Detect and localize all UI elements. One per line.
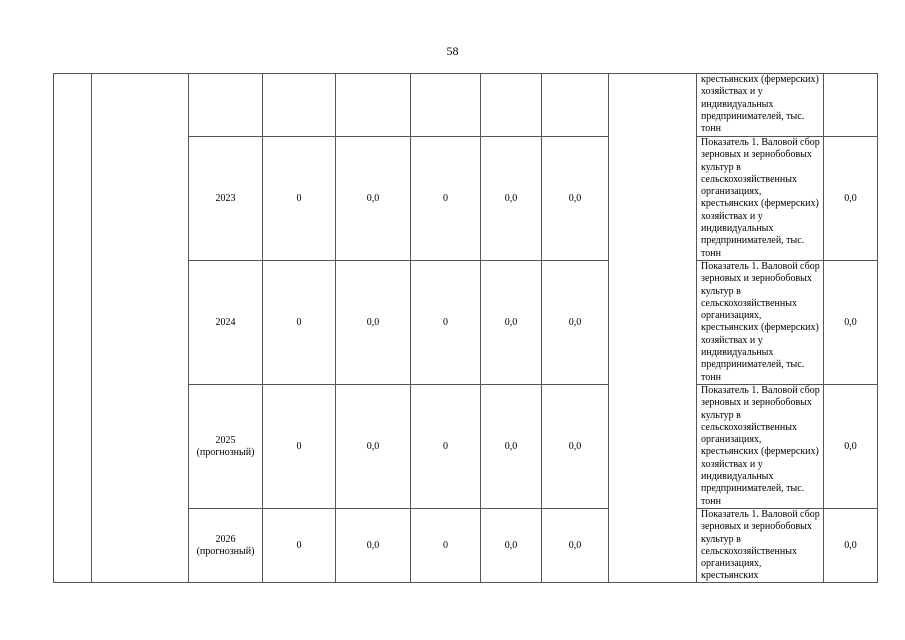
target-cell: 0,0 bbox=[824, 385, 878, 509]
value-cell: 0,0 bbox=[542, 509, 609, 583]
year-cell bbox=[189, 261, 263, 385]
merged-cell-executor bbox=[609, 74, 697, 583]
indicator-text: Показатель 1. Валовой сбор зерновых и зернобобовых культур в сельскохозяйственных организациях, крестьянских bbox=[701, 509, 820, 582]
forecast-note: (прогнозный) bbox=[196, 446, 255, 458]
target-cell: 0,0 bbox=[824, 137, 878, 261]
value-cell bbox=[411, 74, 481, 137]
target-cell: 0,0 bbox=[824, 509, 878, 583]
value-cell: 0 bbox=[263, 509, 336, 583]
value-cell: 0 bbox=[411, 261, 481, 385]
value-cell: 0,0 bbox=[481, 385, 542, 509]
indicator-cell bbox=[697, 137, 824, 261]
value-cell: 0 bbox=[411, 137, 481, 261]
indicator-text: крестьянских (фермерских) хозяйствах и у индивидуальных предпринимателей, тыс. тонн bbox=[701, 74, 819, 135]
value-cell: 0 bbox=[263, 385, 336, 509]
value-cell: 0 bbox=[263, 261, 336, 385]
forecast-note: (прогнозный) bbox=[196, 545, 255, 557]
target-cell bbox=[824, 74, 878, 137]
value-cell bbox=[263, 74, 336, 137]
indicator-cell bbox=[697, 261, 824, 385]
page-number: 58 bbox=[446, 44, 459, 58]
indicator-cell bbox=[697, 385, 824, 509]
year-text: 2025 bbox=[215, 434, 236, 446]
value-cell bbox=[542, 74, 609, 137]
year-text: 2024 bbox=[215, 316, 236, 328]
merged-cell-name bbox=[92, 74, 189, 583]
value-cell: 0,0 bbox=[336, 385, 411, 509]
value-cell: 0 bbox=[263, 137, 336, 261]
value-cell: 0,0 bbox=[542, 137, 609, 261]
indicator-text: Показатель 1. Валовой сбор зерновых и зернобобовых культур в сельскохозяйственных организациях, крестьянских (фермерских) хозяйствах и у индивидуальных предпринимателей, тыс. тонн bbox=[701, 385, 820, 507]
value-cell bbox=[336, 74, 411, 137]
year-cell bbox=[189, 74, 263, 137]
value-cell: 0,0 bbox=[481, 261, 542, 385]
value-cell: 0,0 bbox=[481, 509, 542, 583]
value-cell: 0 bbox=[411, 509, 481, 583]
program-table bbox=[53, 73, 878, 583]
value-cell: 0 bbox=[411, 385, 481, 509]
target-cell: 0,0 bbox=[824, 261, 878, 385]
value-cell: 0,0 bbox=[542, 385, 609, 509]
indicator-cell bbox=[697, 509, 824, 583]
value-cell: 0,0 bbox=[336, 261, 411, 385]
indicator-text: Показатель 1. Валовой сбор зерновых и зернобобовых культур в сельскохозяйственных организациях, крестьянских (фермерских) хозяйствах и у индивидуальных предпринимателей, тыс. тонн bbox=[701, 261, 820, 383]
value-cell: 0,0 bbox=[542, 261, 609, 385]
indicator-cell bbox=[697, 74, 824, 137]
value-cell: 0,0 bbox=[336, 509, 411, 583]
year-cell bbox=[189, 385, 263, 509]
year-text: 2026 bbox=[215, 533, 236, 545]
value-cell bbox=[481, 74, 542, 137]
value-cell: 0,0 bbox=[481, 137, 542, 261]
indicator-text: Показатель 1. Валовой сбор зерновых и зернобобовых культур в сельскохозяйственных организациях, крестьянских (фермерских) хозяйствах и у индивидуальных предпринимателей, тыс. тонн bbox=[701, 137, 820, 259]
table-row bbox=[54, 74, 878, 137]
year-text: 2023 bbox=[215, 192, 236, 204]
year-cell bbox=[189, 509, 263, 583]
value-cell: 0,0 bbox=[336, 137, 411, 261]
merged-cell-number bbox=[54, 74, 92, 583]
year-cell bbox=[189, 137, 263, 261]
